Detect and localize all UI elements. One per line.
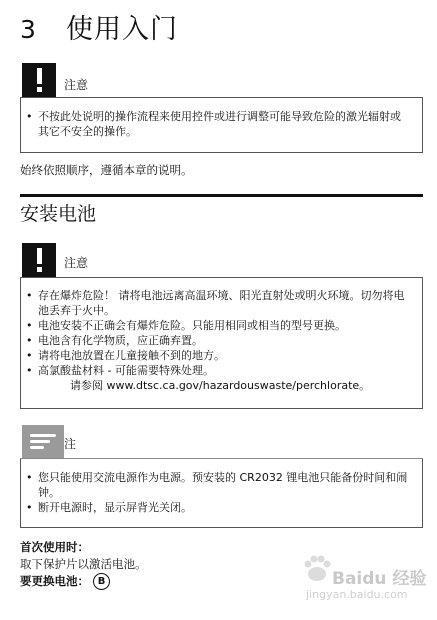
warning-icon <box>22 63 56 97</box>
warning-item: • 请将电池放置在儿童接触不到的地方。 <box>21 348 411 363</box>
warning-label: 注意 <box>64 256 89 270</box>
watermark <box>300 552 430 610</box>
note-item: • 您只能使用交流电源作为电源。预安装的 CR2032 锂电池只能备份时间和闹钟。 <box>21 470 409 500</box>
watermark-brand: Baidu 经验 <box>332 569 427 589</box>
warning-item: • 高氯酸盐材料 - 可能需要特殊处理。 <box>21 363 411 378</box>
warning-item: • 存在爆炸危险！ 请将电池远离高温环境、阳光直射处或明火环境。切勿将电池丢弃于火中。 <box>21 288 411 318</box>
warning-item: • 电池含有化学物质，应正确弃置。 <box>21 333 411 348</box>
watermark-url: jingyan.baidu.com <box>306 588 408 601</box>
warning-item-continuation: 请参阅 www.dtsc.ca.gov/hazardouswaste/perchlorate。 <box>70 379 371 392</box>
chapter-title: 使用入门 <box>66 14 178 45</box>
warning-item: • 电池安装不正确会有爆炸危险。只能用相同或相当的型号更换。 <box>21 318 411 333</box>
warning-item: • 不按此处说明的操作流程来使用控件或进行调整可能导致危险的激光辐射或其它不安全的操作。 <box>21 109 406 139</box>
first-use-heading: 首次使用时： <box>20 540 89 554</box>
warning-label: 注意 <box>64 78 89 92</box>
paw-icon <box>300 552 334 586</box>
chapter-number: 3 <box>20 15 36 44</box>
replace-battery-label: 要更换电池： <box>20 574 89 588</box>
note-box <box>20 459 423 528</box>
section-rule <box>20 194 423 197</box>
warning-icon <box>22 243 56 277</box>
warning-box <box>20 98 423 153</box>
note-icon <box>22 425 64 458</box>
intro-text: 始终依照顺序，遵循本章的说明。 <box>20 163 193 177</box>
warning-box <box>20 278 423 409</box>
note-label: 注 <box>64 437 77 451</box>
first-use-text: 取下保护片以激活电池。 <box>20 557 147 571</box>
note-item: • 断开电源时，显示屏背光关闭。 <box>21 500 409 515</box>
figure-b-badge: B <box>93 573 110 590</box>
section-title: 安装电池 <box>20 203 97 225</box>
replace-battery-line <box>20 573 110 590</box>
